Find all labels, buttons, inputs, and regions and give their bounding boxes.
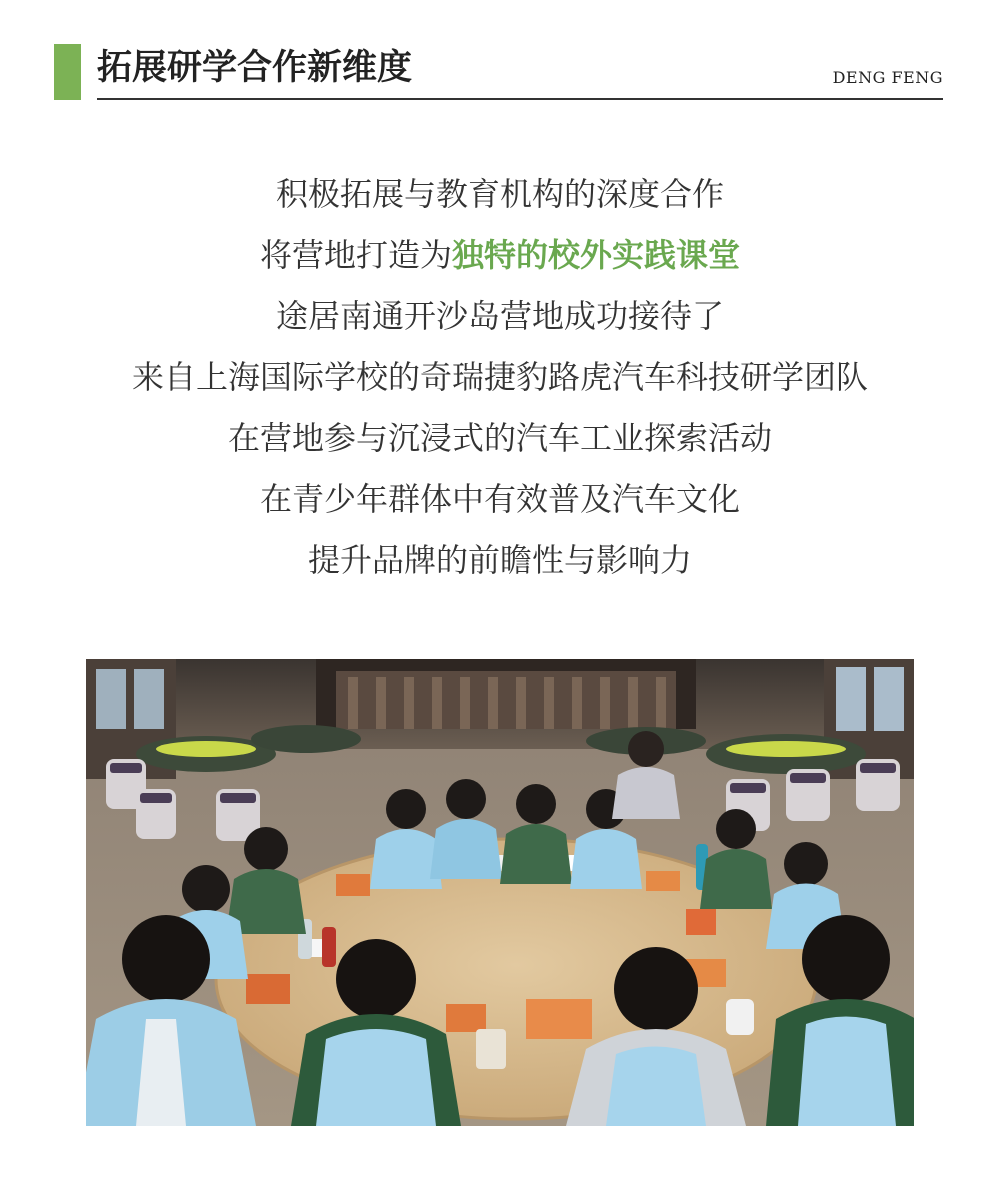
body-line-1: 积极拓展与教育机构的深度合作 <box>275 175 724 213</box>
highlight-text: 独特的校外实践课堂 <box>452 236 741 274</box>
body-line-7: 提升品牌的前瞻性与影响力 <box>307 541 692 579</box>
section-subtitle: DENG FENG <box>832 68 943 87</box>
accent-bar <box>54 44 81 100</box>
section-title: 拓展研学合作新维度 <box>97 48 413 88</box>
body-line-5: 在营地参与沉浸式的汽车工业探索活动 <box>227 419 772 457</box>
body-line-4: 来自上海国际学校的奇瑞捷豹路虎汽车科技研学团队 <box>131 358 868 396</box>
photo-illustration <box>86 659 914 1126</box>
body-line-2-text: 将营地打造为 <box>259 236 452 274</box>
header-divider <box>97 98 943 100</box>
body-line-2 <box>0 225 1000 286</box>
event-photo <box>86 659 914 1126</box>
section-header <box>0 0 1000 110</box>
body-line-3: 途居南通开沙岛营地成功接待了 <box>275 297 724 335</box>
body-line-6: 在青少年群体中有效普及汽车文化 <box>259 480 740 518</box>
body-text <box>0 164 1000 591</box>
